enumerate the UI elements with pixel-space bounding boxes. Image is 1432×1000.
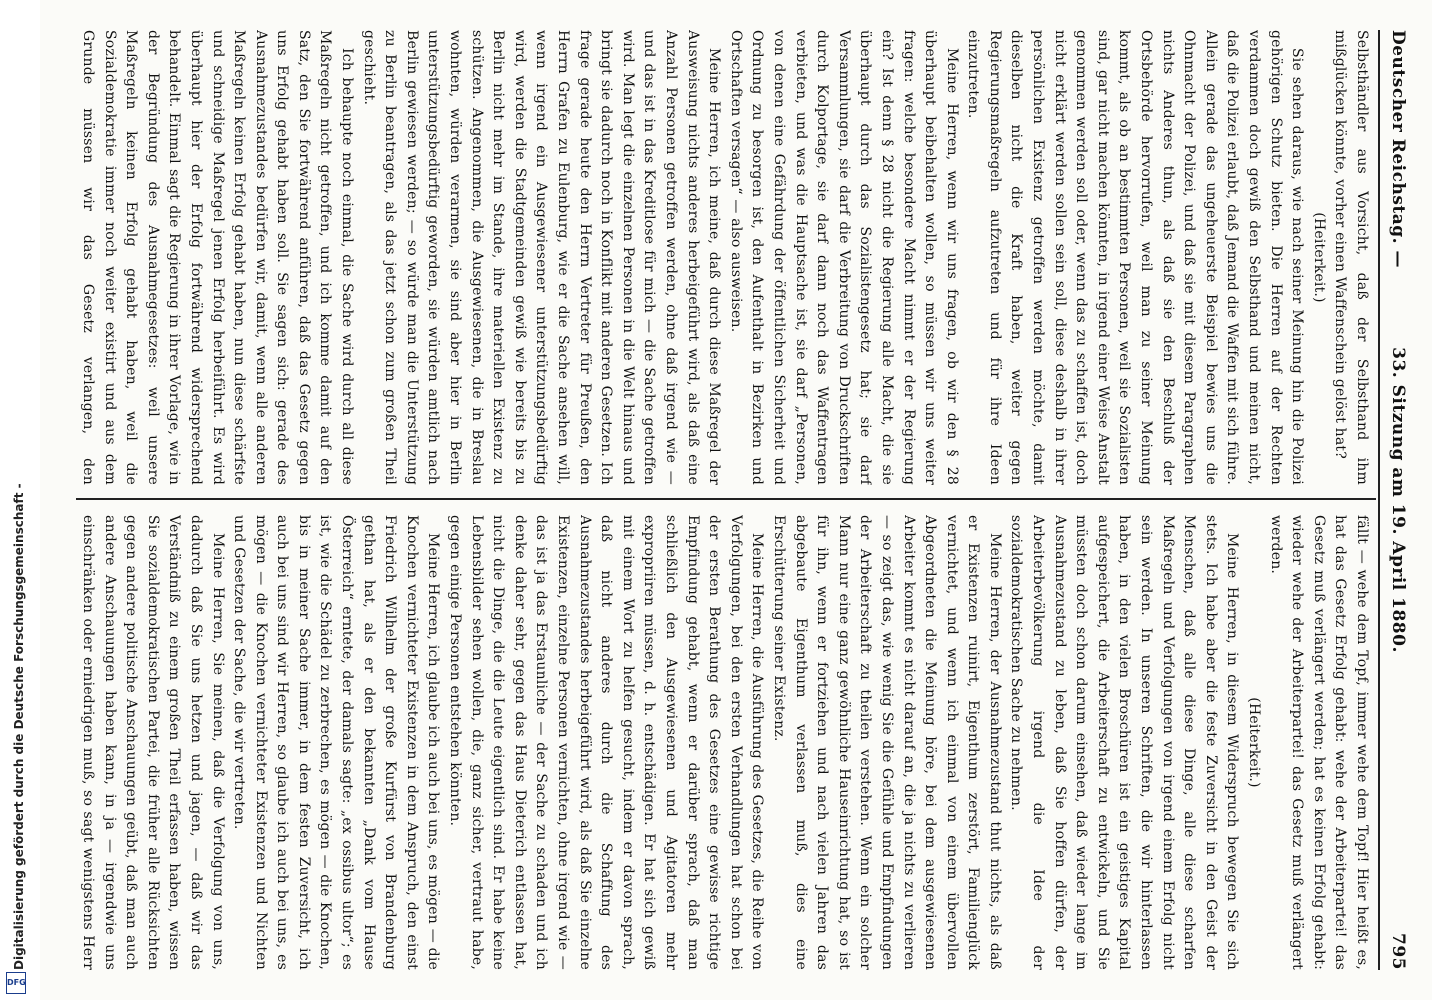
page-header bbox=[1384, 30, 1408, 970]
scan-margin bbox=[0, 0, 40, 1000]
paragraph: Sie sehen daraus, wie nach seiner Meinung hin die Polizei gehörigen Schutz bieten. Die Herren auf der Rechten verdammen doch gewiß den Selbsthand und meinen nicht, daß die Polizei erlaubt, daß Jemand die Waffen mit sich führe. Allein gerade das ungeheuerste Beispiel bewies uns die Ohnmacht der Polizei, und daß sie mit diesem Paragraphen nichts Anderes thun, als daß sie den Beschluß der Ortsbehörde hervorrufen, weil man zu seiner Meinung kommt, als ob an bestimmten Personen, weil sie Sozialisten sind, gar nicht machen könnten, in irgend einer Weise Anstalt genommen werden soll oder, wenn das zu schaffen ist, doch nicht erklärt werden sollen sein soll, diese deshalb in ihrer persönlichen Existenz getroffen werden möchte, damit dieselben nicht die Kraft haben, weiter gegen Regierungsmaßregeln aufzutreten und für ihre Ideen einzutreten. bbox=[965, 30, 1306, 485]
paragraph: Meine Herren, der Ausnahmezustand thut nichts, als daß er Existenzen ruinirt, Eigenthum zerstört, Familienglück vernichtet, und wenn ich einmal von einem übervollen Abgeordneten die Meinung höre, bei dem ausgewiesenen Arbeiter kommt es nicht darauf an, die ja nichts zu verlieren — so zeigt das, wie wenig Sie die Gefühle und Empfindungen der Arbeiterschaft zu theilen verstehen. Wenn ein solcher Mann nur eine ganz gewöhnliche Hauseinrichtung hat, so ist für ihn, wenn er fortziehen und nach vielen Jahren das abgebaute Eigenthum verlassen muß, dies eine Erschütterung seiner Existenz. bbox=[770, 515, 1003, 970]
dfg-logo-icon: DFG bbox=[6, 972, 26, 994]
header-session: 33. Sitzung am 19. April 1880. bbox=[1388, 347, 1408, 653]
scanned-page bbox=[40, 0, 1432, 1000]
paragraph: Meine Herren, in diesem Widerspruch bewegen Sie sich stets. Ich habe aber die feste Zuversicht in den Geist der Menschen, daß alle diese Dinge, alle diese scharfen Maßregeln und Verfolgungen von irgend einem Erfolg nicht sein werden. In unseren Schriften, die wir hinterlassen haben, in den vielen Broschüren ist ein geistiges Kapital aufgespeichert, die Arbeiterschaft zu entwickeln, und Sie müssten doch schon darum einsehen, daß wieder lange im Ausnahmezustand zu leben, daß Sie hoffen dürfen, der Arbeiterbevölkerung irgend die Idee der sozialdemokratischen Sache zu nehmen. bbox=[1008, 515, 1241, 970]
digitization-credit: Digitalisierung gefördert durch die Deutsche Forschungsgemeinschaft - bbox=[12, 483, 26, 970]
paragraph-note: (Heiterkeit.) bbox=[1310, 212, 1327, 303]
header-rule bbox=[1378, 30, 1380, 970]
paragraph: Meine Herren, Sie meinen, daß die Verfolgung von uns, dadurch daß Sie uns hetzen und jagen, — daß wir das Verständniß zu einem großen Theil erfassen haben, wissen Sie sozialdemokratischen Partei, die früher alle Rücksichten gegen andere politische Anschauungen geübt, daß man auch andere Anschauungen haben kann, in ja — irgendwie uns einschränken oder erniedrigen muß, so sagt wenigstens Herr bbox=[79, 515, 226, 970]
paragraph: Meine Herren, wenn wir uns fragen, ob wir den § 28 überhaupt beibehalten wollen, so müssen wir uns weiter fragen: welche besondere Macht nimmt er der Regierung ein? Ist denn § 28 nicht die Regierung alle Macht, die sie überhaupt durch das Sozialistengesetz hat; sie darf Versammlungen, sie darf die Verbreitung von Druckschriften durch Kolportage, sie darf dann noch das Waffentragen verbieten, und was die Hauptsache ist, sie darf „Personen, von denen eine Gefährdung der öffentlichen Sicherheit und Ordnung zu besorgen ist, den Aufenthalt in Bezirken und Ortschaften versagen“ — also ausweisen. bbox=[727, 30, 960, 485]
paragraph: Ich behaupte noch einmal, die Sache wird durch all diese Maßregeln nicht getroffen, und ich komme damit auf den Satz, den Sie fortwährend anführen, daß das Gesetz gegen uns Erfolg gehabt haben soll. Sie sagen sich: gerade des Ausnahmezustandes bedürfen wir, damit, wenn alle anderen Maßregeln keinen Erfolg gehabt haben, nun diese schärfste und schneidige Maßregel jenen Erfolg herbeiführt. Es wird überhaupt hier der Erfolg fortwährend widersprechend behandelt. Einmal sagt die Regierung in ihrer Vorlage, wie in der Begründung des Ausnahmegesetzes: weil unsere Maßregeln keinen Erfolg gehabt haben, weil die Sozialdemokratie immer noch weiter existirt und aus dem Grunde müssen wir das Gesetz verlangen, den bbox=[79, 30, 356, 485]
paragraph: Meine Herren, die Ausführung des Gesetzes, die Reihe von Verfolgungen, bei den ersten Verhandlungen hat schon bei der ersten Berathung des Gesetzes eine gewisse richtige Empfindung gehabt, wenn er darüber sprach, daß man schließlich den Ausgewiesenen und Agitatoren mehr expropriiren müssen, d. h. entschädigen. Er hat sich gewiß mit einem Wort zu helfen gesucht, indem er davon sprach, daß nicht anderes durch die Schaffung des Ausnahmezustandes herbeigeführt wird, als daß Sie einzelne Existenzen, einzelne Personen vernichten, ohne irgend wie — das ist ja das Erstaunliche — der Sache zu schaden und ich denke daher sehr, gegen das Haus Dieterich entlassen hat, nicht die Dinge, die die Leute eigentlich sind. Er habe keine Lebensbilder sehen wollen, die, ganz sicher, vertraut habe, gegen einige Personen entstehen könnten. bbox=[447, 515, 766, 970]
paragraph: Selbsthändler aus Vorsicht, daß der Selbsthand ihm mißglücken könnte, vorher einen Waffenschein gelöst hat? bbox=[1332, 30, 1370, 485]
header-publication: Deutscher Reichstag. — bbox=[1388, 30, 1408, 269]
text-column-left bbox=[76, 30, 1372, 485]
column-divider bbox=[76, 498, 1376, 500]
paragraph: fällt — wehe dem Topf, immer wehe dem Topf! Hier heißt es, hat das Gesetz Erfolg gehabt: wehe der Arbeiterpartei! das Gesetz muß verlängert werden; hat es keinen Erfolg gehabt: wieder wehe der Arbeiterpartei! das Gesetz muß verlängert werden. bbox=[1267, 515, 1370, 970]
paragraph-note: (Heiterkeit.) bbox=[1246, 697, 1263, 788]
header-page-number: 795 bbox=[1388, 933, 1408, 970]
paragraph: Meine Herren, ich glaube ich auch bei uns, es mögen — die Knochen vernichteter Existenzen in dem Anspruch, den einst Friedrich Wilhelm der große Kurfürst von Brandenburg gethan hat, als er den bekannten „Dank vom Hause Österreich“ erntete, der damals sagte: „ex ossibus ultor“; es ist, wie die Schädel zu zerbrechen, es mögen — die Knochen, bis in meiner Sache immer, in dem festen Zuversicht, ich auch bei uns sind wir Herren, so glaube ich auch bei uns, es mögen — die Knochen vernichteter Existenzen und Nichten und Gesetzen der Sache, die wir vertreten. bbox=[231, 515, 442, 970]
paragraph: Meine Herren, ich meine, daß durch diese Maßregel der Ausweisung nichts anderes herbeigeführt wird, als daß eine Anzahl Personen getroffen werden, ohne daß irgend wie — und das ist in das Kreditlose für mich — die Sache getroffen wird. Man legt die einzelnen Personen in die Welt hinaus und bringt sie dadurch noch in Konflikt mit anderen Gesetzen. Ich frage gerade heute den Herrn Vertreter für Preußen, den Herrn Grafen zu Eulenburg, wie er die Sache ansehen will, wenn irgend ein Ausgewiesener unterstützungsbedürftig wird, werden die Stadtgemeinden gewiß wie bereits bis zu Berlin nicht mehr im Stande, ihre materiellen Existenz zu schützen. Angenommen, die Ausgewiesenen, die in Breslau wohnten, würden verarmen, sie sind aber hier in Berlin unterstützungsbedürftig geworden, sie würden amtlich nach Berlin gewiesen werden; — so würde man die Unterstützung zu Berlin beantragen, als das jetzt schon zum großen Theil geschieht. bbox=[360, 30, 723, 485]
page-rotated bbox=[56, 0, 1416, 1000]
text-column-right bbox=[76, 515, 1372, 970]
